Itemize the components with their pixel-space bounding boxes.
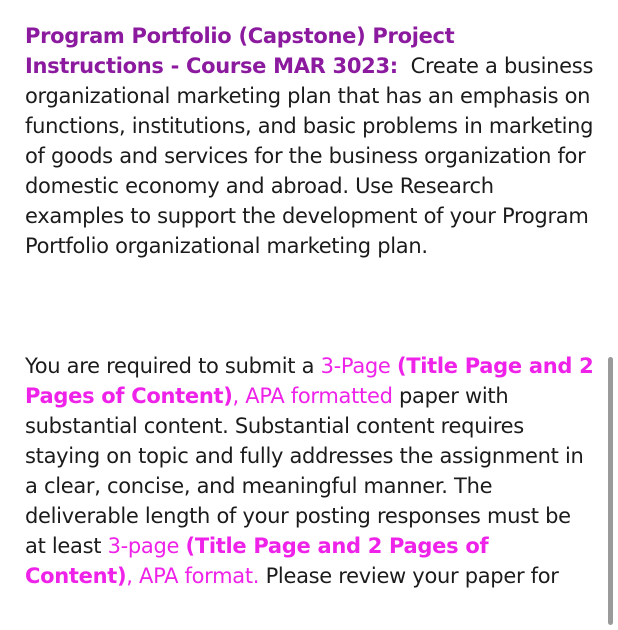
page-breakdown-highlight: (Title Page and 2 Pages of Content) [25,354,594,408]
apa-format-highlight: , APA format. [126,564,260,588]
page-count-highlight-2: 3-page [107,534,180,558]
intro-text: Create a business organizational marketing plan that has an emphasis on functions, institutions, and basic problems in marketing of goods and services for the business organization for domestic economy and abroad. Use Research examples to support the development of your Program Portfolio organizational marketing plan. [25,54,594,258]
vertical-scrollbar[interactable] [608,357,613,625]
page-breakdown-highlight-2: (Title Page and 2 Pages of Content) [25,534,489,588]
instructions-title: Program Portfolio (Capstone) Project Instructions - Course MAR 3023: [25,24,455,78]
document-body [25,21,597,591]
page-count-highlight: 3-Page [320,354,391,378]
intro-paragraph [25,21,597,261]
requirements-text-3: Please review your paper for [259,564,559,588]
requirements-text-2: paper with substantial content. Substantial content requires staying on topic and fully addresses the assignment in a clear, concise, and meaningful manner. The deliverable length of your posting responses must be at least [25,384,584,558]
requirements-paragraph [25,351,597,591]
requirements-text-1: You are required to submit a [25,354,321,378]
apa-formatted-highlight: , APA formatted [232,384,393,408]
